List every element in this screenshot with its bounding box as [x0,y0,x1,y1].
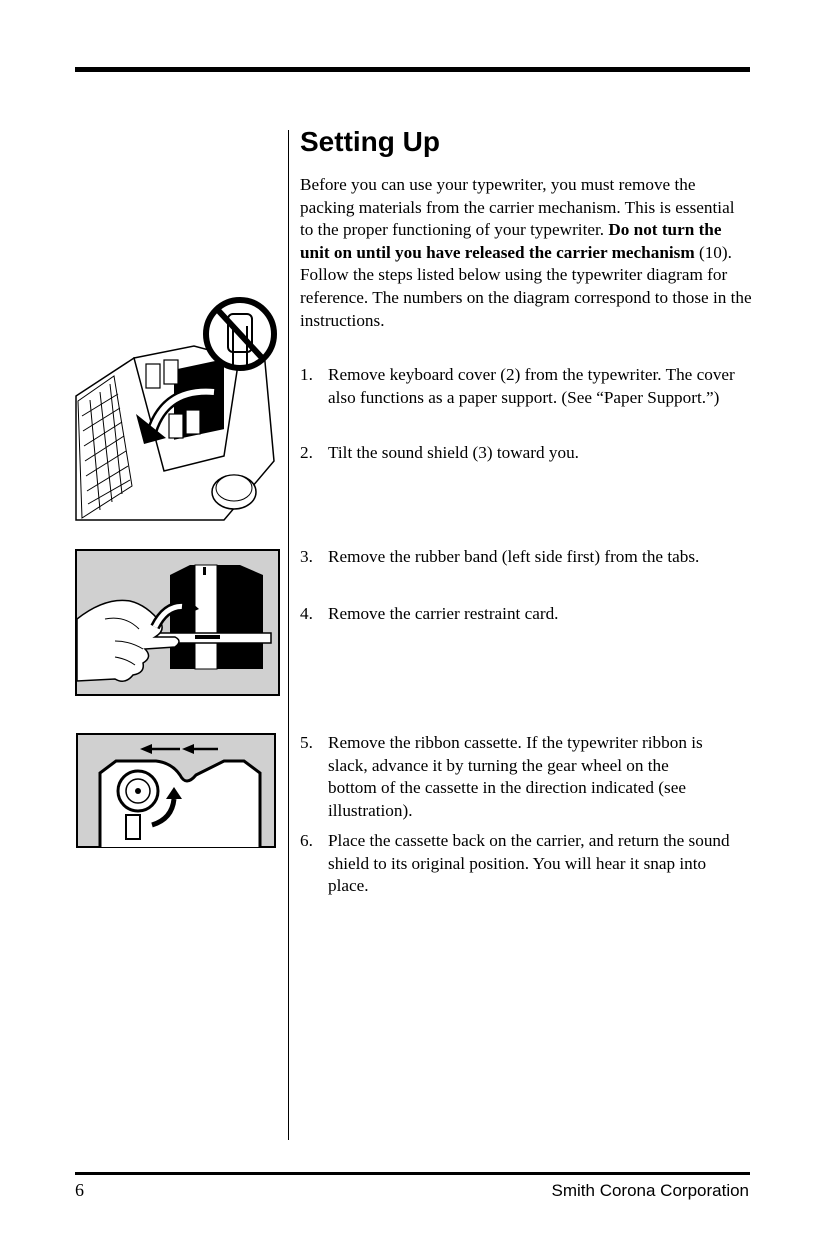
step-text: Remove the ribbon cassette. If the typewriter ribbon is slack, advance it by turning the gear wheel on the bottom of the cassette in the direction indicated (see illustration). [328,733,703,820]
ribbon-cassette-illustration [76,733,276,848]
step-number: 1. [300,365,313,384]
step-1 [300,364,752,409]
step-number: 2. [300,443,313,462]
step-text: Remove keyboard cover (2) from the typewriter. The cover also functions as a paper support. (See “Paper Support.”) [328,365,735,407]
column-divider [288,130,289,1140]
step-text: Tilt the sound shield (3) toward you. [328,443,579,462]
step-text: Remove the carrier restraint card. [328,604,559,623]
step-text: Place the cassette back on the carrier, and return the sound shield to its original position. You will hear it snap into place. [328,831,730,896]
step-3 [300,546,752,569]
step-number: 5. [300,733,313,752]
step-number: 3. [300,547,313,566]
intro-paragraph [300,174,752,332]
step-number: 6. [300,831,313,850]
step-4 [300,603,752,626]
step-text: Remove the rubber band (left side first) from the tabs. [328,547,700,566]
bottom-rule [75,1172,750,1175]
intro-text-1: Before you can use your typewriter, you must remove the packing materials from the carrier mechanism. This is essential to the proper functioning of your typewriter. [300,175,735,240]
intro-warning: Do not turn the unit on until you have released the carrier mechanism [300,220,722,262]
step-2 [300,442,752,465]
company-name: Smith Corona Corporation [551,1181,749,1200]
rubber-band-illustration [75,549,280,696]
page-number: 6 [75,1180,84,1200]
step-5 [300,732,752,822]
step-6 [300,830,752,898]
top-rule [75,67,750,72]
intro-text-2: (10). Follow the steps listed below using the typewriter diagram for reference. The numbers on the diagram correspond to those in the instructions. [300,242,752,330]
page-title: Setting Up [300,126,440,157]
step-number: 4. [300,604,313,623]
typewriter-illustration [74,296,284,522]
